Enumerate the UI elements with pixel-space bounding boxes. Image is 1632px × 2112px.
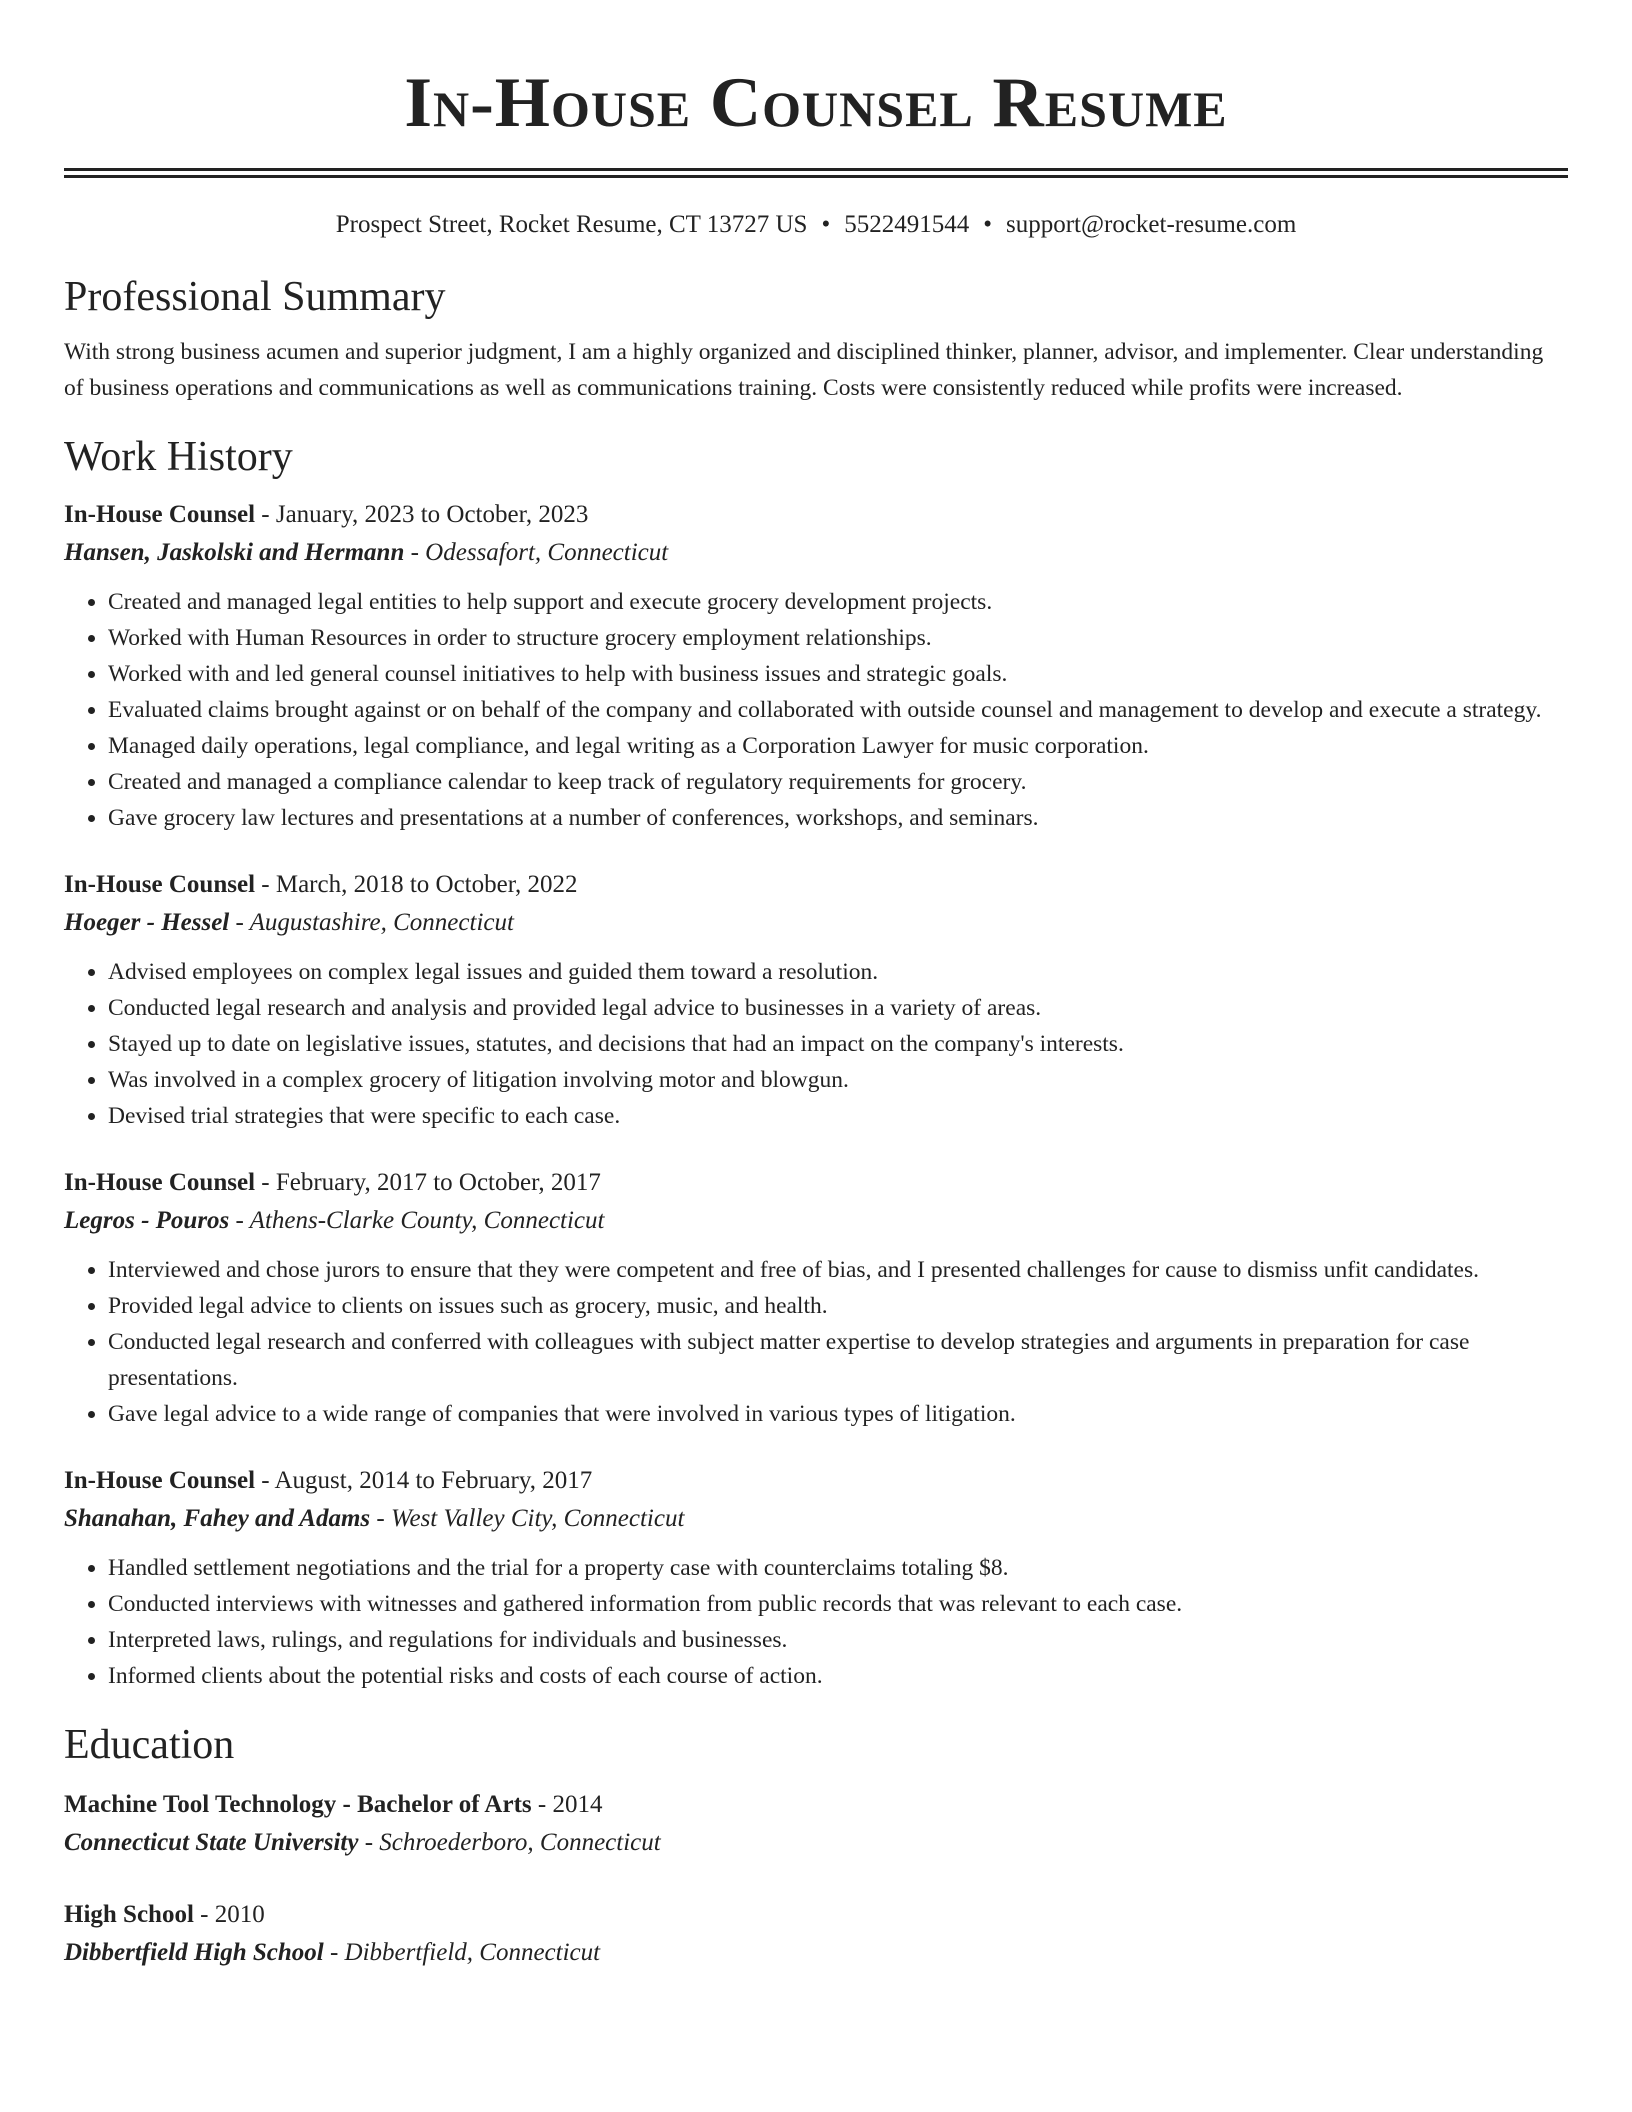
contact-separator: •	[983, 211, 992, 238]
education-header	[64, 1786, 1568, 1824]
job-duties	[64, 954, 1568, 1134]
education-school: Dibbertfield High School	[64, 1939, 324, 1966]
job-dates: - January, 2023 to October, 2023	[255, 501, 589, 528]
job-duties	[64, 1550, 1568, 1694]
duty-item: • Gave grocery law lectures and presentations at a number of conferences, workshops, and seminars.	[108, 800, 1568, 836]
job-location: - West Valley City, Connecticut	[370, 1505, 685, 1532]
education-location: - Schroederboro, Connecticut	[358, 1829, 661, 1856]
job-title: In-House Counsel	[64, 1169, 256, 1196]
education-school: Connecticut State University	[64, 1829, 359, 1856]
job-entry	[64, 1164, 1568, 1432]
job-dates: - August, 2014 to February, 2017	[255, 1467, 593, 1494]
duty-item: • Interviewed and chose jurors to ensure that they were competent and free of bias, and I presented challenges for cause to dismiss unfit candidates.	[108, 1252, 1568, 1288]
duty-item: • Managed daily operations, legal compliance, and legal writing as a Corporation Lawyer for music corporation.	[108, 728, 1568, 764]
job-location: - Augustashire, Connecticut	[229, 909, 514, 936]
education-entry	[64, 1896, 1568, 1972]
contact-phone: 5522491544	[844, 211, 970, 238]
job-title: In-House Counsel	[64, 871, 256, 898]
job-company: Hoeger - Hessel	[64, 909, 230, 936]
education-heading: Education	[64, 1722, 235, 1768]
contact-separator: •	[821, 211, 831, 238]
job-location: - Athens-Clarke County, Connecticut	[229, 1207, 605, 1234]
job-company: Legros - Pouros	[64, 1207, 230, 1234]
job-dates: - March, 2018 to October, 2022	[255, 871, 578, 898]
job-employer	[64, 904, 1568, 942]
job-header	[64, 496, 1568, 534]
duty-item: • Worked with Human Resources in order to structure grocery employment relationships.	[108, 620, 1568, 656]
work-history-heading: Work History	[64, 434, 293, 480]
job-dates: - February, 2017 to October, 2017	[255, 1169, 601, 1196]
duty-item: • Was involved in a complex grocery of litigation involving motor and blowgun.	[108, 1062, 1568, 1098]
job-company: Hansen, Jaskolski and Hermann	[64, 539, 405, 566]
job-header	[64, 1462, 1568, 1500]
summary-text: With strong business acumen and superior judgment, I am a highly organized and disciplined thinker, planner, advisor, and implementer. Clear understanding of business operations and communications as well as communications training. Costs were consistently reduced while profits were increased.	[64, 339, 1544, 401]
education-year: - 2010	[193, 1901, 265, 1928]
job-duties	[64, 584, 1568, 836]
education-header	[64, 1896, 1568, 1934]
job-title: In-House Counsel	[64, 1467, 256, 1494]
duty-item: • Gave legal advice to a wide range of companies that were involved in various types of litigation.	[108, 1396, 1568, 1432]
education-degree: Machine Tool Technology - Bachelor of Arts	[64, 1791, 532, 1818]
duty-item: • Interpreted laws, rulings, and regulations for individuals and businesses.	[108, 1622, 1568, 1658]
duty-item: • Provided legal advice to clients on issues such as grocery, music, and health.	[108, 1288, 1568, 1324]
education-location: - Dibbertfield, Connecticut	[323, 1939, 601, 1966]
job-employer	[64, 1202, 1568, 1240]
contact-address: Prospect Street, Rocket Resume, CT 13727 US	[335, 211, 808, 238]
job-employer	[64, 1500, 1568, 1538]
job-header	[64, 1164, 1568, 1202]
job-duties	[64, 1252, 1568, 1432]
job-entry	[64, 866, 1568, 1134]
job-entry	[64, 496, 1568, 836]
job-header	[64, 866, 1568, 904]
duty-item: • Created and managed a compliance calendar to keep track of regulatory requirements for grocery.	[108, 764, 1568, 800]
duty-item: • Created and managed legal entities to help support and execute grocery development projects.	[108, 584, 1568, 620]
summary-heading: Professional Summary	[64, 274, 446, 320]
resume-title: In-House Counsel Resume	[404, 64, 1228, 142]
job-company: Shanahan, Fahey and Adams	[64, 1505, 371, 1532]
duty-item: • Conducted interviews with witnesses and gathered information from public records that was relevant to each case.	[108, 1586, 1568, 1622]
duty-item: • Advised employees on complex legal issues and guided them toward a resolution.	[108, 954, 1568, 990]
education-institution	[64, 1934, 1568, 1972]
duty-item: • Conducted legal research and conferred with colleagues with subject matter expertise to develop strategies and arguments in preparation for case presentations.	[108, 1324, 1568, 1396]
education-institution	[64, 1824, 1568, 1862]
contact-email: support@rocket-resume.com	[1005, 211, 1297, 238]
education-degree: High School	[64, 1901, 194, 1928]
job-entry	[64, 1462, 1568, 1694]
education-entry	[64, 1786, 1568, 1862]
duty-item: • Handled settlement negotiations and the trial for a property case with counterclaims totaling $8.	[108, 1550, 1568, 1586]
education-year: - 2014	[531, 1791, 603, 1818]
contact-line	[64, 208, 1568, 242]
duty-item: • Devised trial strategies that were specific to each case.	[108, 1098, 1568, 1134]
duty-item: • Stayed up to date on legislative issues, statutes, and decisions that had an impact on the company's interests.	[108, 1026, 1568, 1062]
job-location: - Odessafort, Connecticut	[404, 539, 669, 566]
job-employer	[64, 534, 1568, 572]
duty-item: • Conducted legal research and analysis and provided legal advice to businesses in a variety of areas.	[108, 990, 1568, 1026]
duty-item: • Worked with and led general counsel initiatives to help with business issues and strategic goals.	[108, 656, 1568, 692]
job-title: In-House Counsel	[64, 501, 256, 528]
title-divider	[64, 168, 1568, 178]
duty-item: • Informed clients about the potential risks and costs of each course of action.	[108, 1658, 1568, 1694]
duty-item: • Evaluated claims brought against or on behalf of the company and collaborated with outside counsel and management to develop and execute a strategy.	[108, 692, 1568, 728]
